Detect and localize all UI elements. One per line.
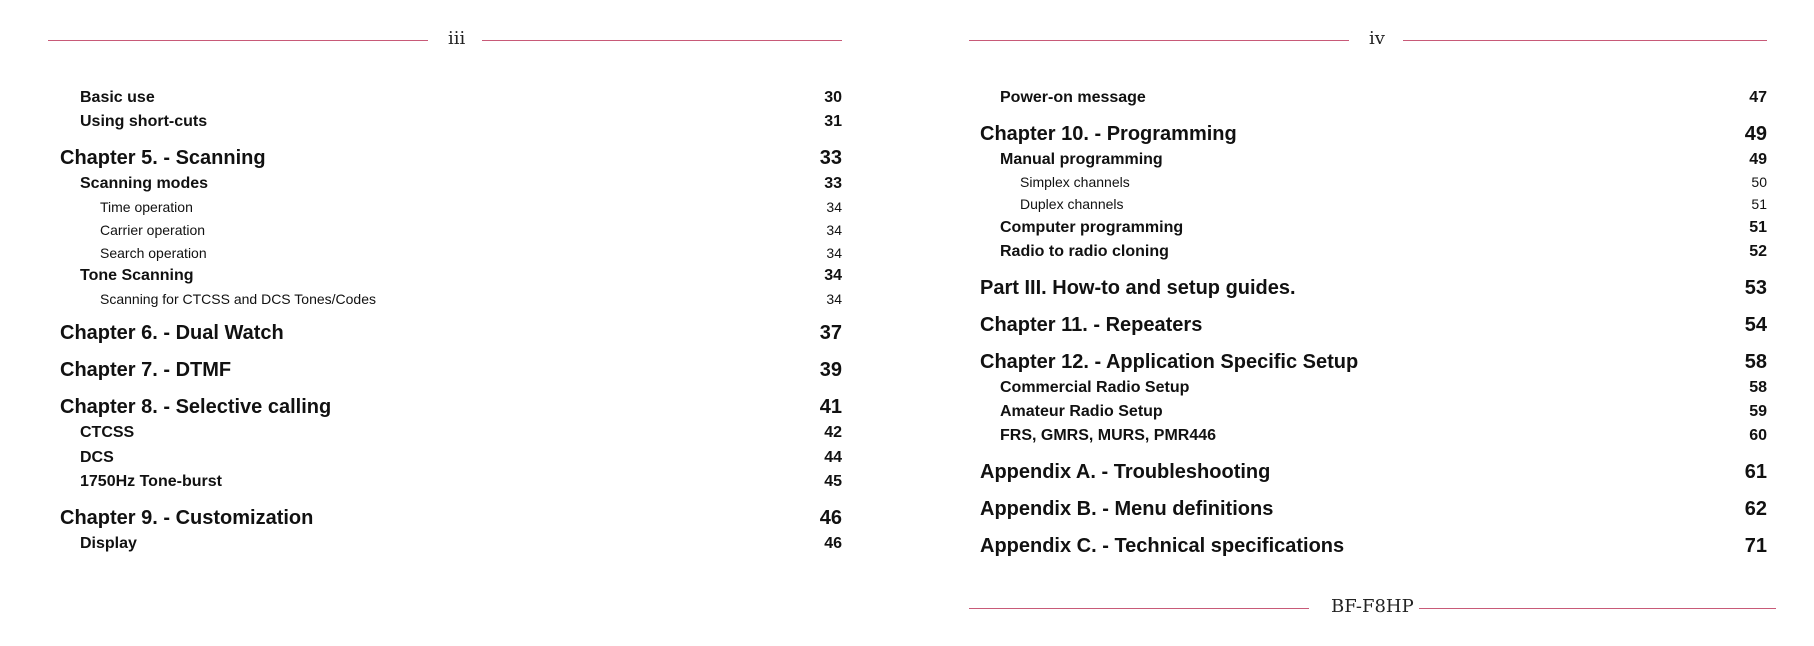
toc-entry[interactable]	[80, 88, 842, 108]
toc-entry-page: 49	[1749, 151, 1767, 168]
header-rule-left	[48, 40, 428, 41]
toc-entry-title: Chapter 9. - Customization	[60, 507, 314, 529]
toc-entry[interactable]	[1000, 88, 1767, 108]
toc-entry-page: 46	[819, 507, 842, 529]
toc-entry-page: 46	[824, 535, 842, 552]
header-rule-left	[969, 40, 1349, 41]
footer-rule-left	[969, 608, 1309, 609]
toc-entry-title: Chapter 11. - Repeaters	[980, 314, 1203, 336]
toc-entry-page: 34	[824, 267, 842, 284]
toc-entry-title: Chapter 12. - Application Specific Setup	[980, 351, 1359, 373]
toc-entry-title: Radio to radio cloning	[1000, 243, 1169, 260]
toc-entry-page: 34	[826, 245, 842, 261]
toc-entry-title: Part III. How-to and setup guides.	[980, 277, 1296, 299]
toc-entry-title: Appendix C. - Technical specifications	[980, 535, 1345, 557]
toc-entry-page: 58	[1744, 351, 1767, 373]
toc-entry-page: 71	[1744, 535, 1767, 557]
toc-entry-title: Chapter 6. - Dual Watch	[60, 322, 284, 344]
toc-entry-page: 34	[826, 291, 842, 307]
toc-entry[interactable]	[1020, 195, 1767, 213]
toc-entry-title: Time operation	[100, 199, 193, 215]
toc-entry-title: Carrier operation	[100, 222, 206, 238]
toc-entry-title: Chapter 5. - Scanning	[60, 147, 266, 169]
toc-entry[interactable]	[80, 423, 842, 443]
toc-entry[interactable]	[100, 244, 842, 262]
toc-entry-page: 30	[824, 89, 842, 106]
toc-entry-title: Search operation	[100, 245, 207, 261]
toc-entry[interactable]	[60, 358, 842, 382]
toc-entry-page: 44	[824, 449, 842, 466]
toc-entry-page: 58	[1749, 379, 1767, 396]
toc-entry[interactable]	[980, 350, 1767, 374]
toc-entry[interactable]	[80, 174, 842, 194]
toc-entry[interactable]	[980, 497, 1767, 521]
toc-entry-title: Chapter 8. - Selective calling	[60, 396, 332, 418]
toc-entry-title: Chapter 7. - DTMF	[60, 359, 232, 381]
toc-entry[interactable]	[100, 290, 842, 308]
toc-entry-title: Chapter 10. - Programming	[980, 123, 1237, 145]
toc-entry-title: Scanning modes	[80, 175, 209, 192]
header-rule-right	[1403, 40, 1767, 41]
page-number: iii	[448, 28, 466, 49]
toc-entry[interactable]	[980, 534, 1767, 558]
toc-entry-page: 50	[1751, 174, 1767, 190]
toc-entry[interactable]	[80, 472, 842, 492]
toc-entry[interactable]	[980, 460, 1767, 484]
toc-entry[interactable]	[60, 146, 842, 170]
toc-entry-page: 49	[1744, 123, 1767, 145]
toc-entry-page: 34	[826, 222, 842, 238]
toc-entry-page: 45	[824, 473, 842, 490]
toc-entry-title: 1750Hz Tone-burst	[80, 473, 222, 490]
toc-entry-page: 41	[819, 396, 842, 418]
toc-entry[interactable]	[60, 395, 842, 419]
toc-entry-page: 51	[1751, 196, 1767, 212]
toc-entry-title: Scanning for CTCSS and DCS Tones/Codes	[100, 291, 376, 307]
toc-entry[interactable]	[80, 112, 842, 132]
footer-rule-right	[1419, 608, 1776, 609]
toc-entry-page: 53	[1744, 277, 1767, 299]
toc-entry-title: Basic use	[80, 89, 155, 106]
toc-entry[interactable]	[980, 276, 1767, 300]
toc-entry-title: Power-on message	[1000, 89, 1146, 106]
toc-entry-page: 39	[819, 359, 842, 381]
toc-entry-title: Amateur Radio Setup	[1000, 403, 1163, 420]
toc-entry-title: Duplex channels	[1020, 196, 1124, 212]
toc-entry-page: 60	[1749, 427, 1767, 444]
toc-entry[interactable]	[1000, 426, 1767, 446]
toc-entry-page: 33	[819, 147, 842, 169]
toc-entry-page: 51	[1749, 219, 1767, 236]
toc-entry-page: 54	[1744, 314, 1767, 336]
toc-entry[interactable]	[1000, 402, 1767, 422]
toc-entry[interactable]	[980, 313, 1767, 337]
page-number: iv	[1369, 28, 1385, 49]
toc-entry[interactable]	[1000, 242, 1767, 262]
toc-entry-page: 34	[826, 199, 842, 215]
toc-entry-page: 59	[1749, 403, 1767, 420]
toc-entry-title: Display	[80, 535, 137, 552]
toc-entry[interactable]	[980, 122, 1767, 146]
toc-entry[interactable]	[60, 321, 842, 345]
toc-entry[interactable]	[1020, 173, 1767, 191]
toc-entry-page: 61	[1744, 461, 1767, 483]
footer-model-label: BF-F8HP	[1331, 596, 1414, 617]
toc-entry-title: Simplex channels	[1020, 174, 1130, 190]
toc-entry-title: Appendix B. - Menu definitions	[980, 498, 1274, 520]
toc-entry[interactable]	[80, 534, 842, 554]
toc-page-right	[907, 0, 1814, 646]
toc-entry-page: 62	[1744, 498, 1767, 520]
toc-entry[interactable]	[1000, 150, 1767, 170]
toc-entry[interactable]	[60, 506, 842, 530]
toc-entry[interactable]	[1000, 378, 1767, 398]
toc-entry-title: FRS, GMRS, MURS, PMR446	[1000, 427, 1217, 444]
toc-entry-page: 33	[824, 175, 842, 192]
header-rule-right	[482, 40, 842, 41]
toc-entry-title: Appendix A. - Troubleshooting	[980, 461, 1271, 483]
toc-entry[interactable]	[100, 221, 842, 239]
toc-entry-page: 37	[819, 322, 842, 344]
toc-entry-title: Tone Scanning	[80, 267, 194, 284]
toc-entry[interactable]	[80, 266, 842, 286]
toc-entry-page: 47	[1749, 89, 1767, 106]
toc-entry[interactable]	[1000, 218, 1767, 238]
toc-entry-title: Computer programming	[1000, 219, 1184, 236]
toc-entry-title: Manual programming	[1000, 151, 1163, 168]
toc-entry-page: 52	[1749, 243, 1767, 260]
toc-entry-title: Commercial Radio Setup	[1000, 379, 1190, 396]
toc-entry[interactable]	[100, 198, 842, 216]
toc-entry[interactable]	[80, 448, 842, 468]
toc-entry-title: Using short-cuts	[80, 113, 208, 130]
toc-entry-title: DCS	[80, 449, 114, 466]
toc-entry-page: 42	[824, 424, 842, 441]
toc-entry-title: CTCSS	[80, 424, 135, 441]
toc-entry-page: 31	[824, 113, 842, 130]
